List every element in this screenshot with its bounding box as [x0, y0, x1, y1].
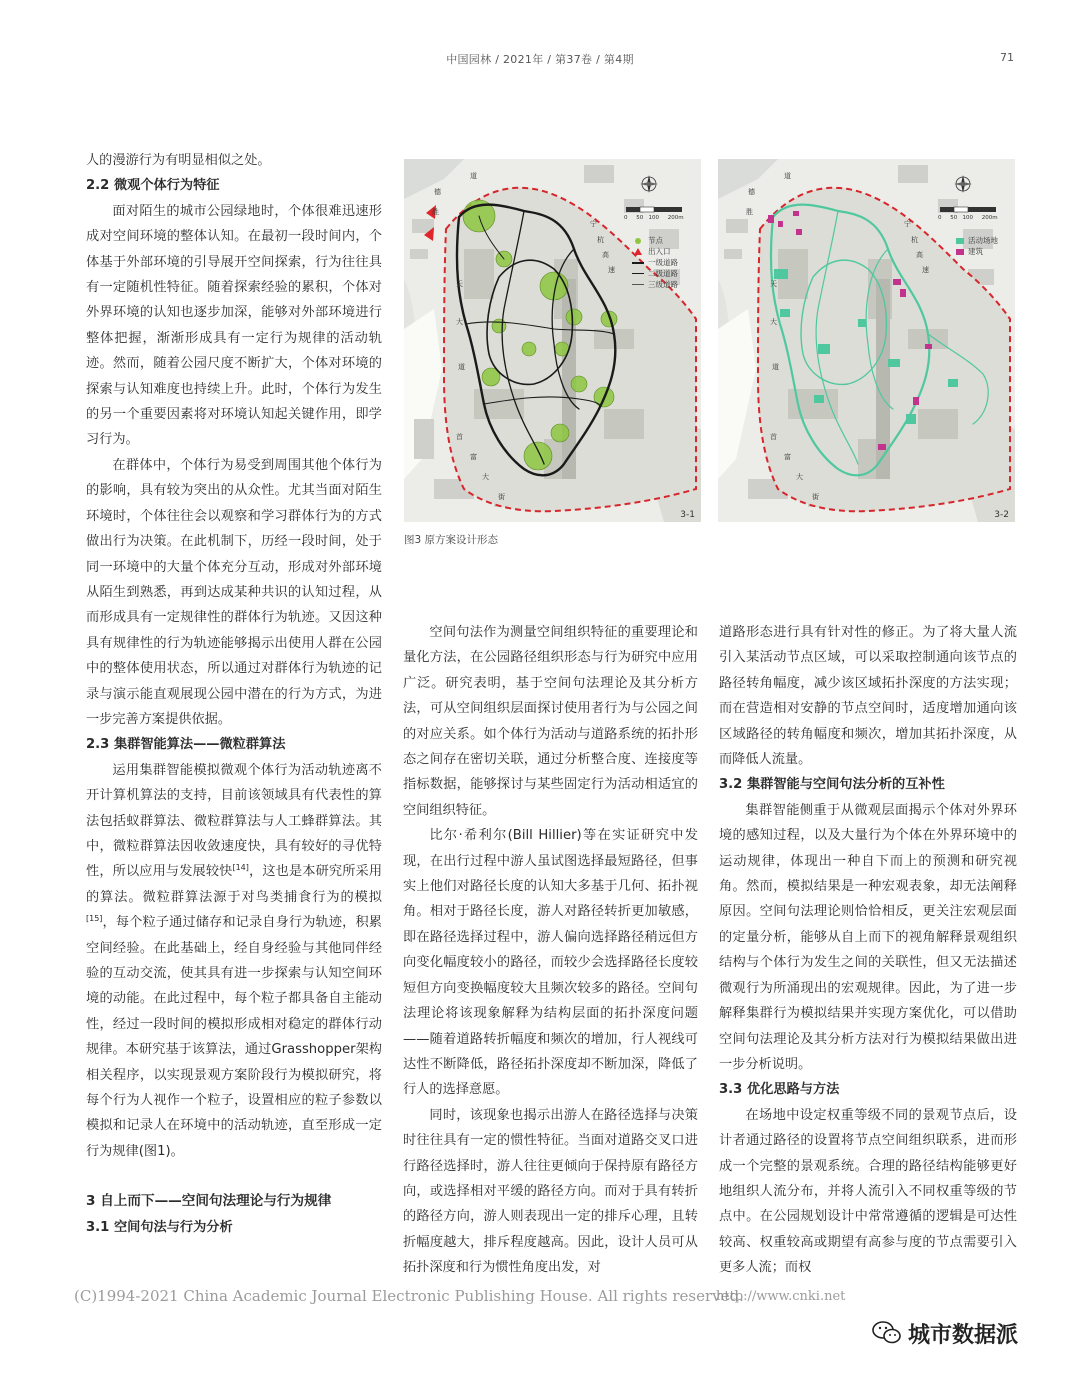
text-column-1 — [86, 148, 382, 1240]
road-char: 大 — [770, 318, 777, 326]
scale-bar — [940, 207, 996, 212]
compass-icon — [954, 175, 972, 193]
legend-label: 节点 — [648, 236, 663, 245]
road-char: 富 — [470, 453, 477, 461]
road-char: 首 — [770, 433, 777, 441]
legend-entrance — [632, 246, 678, 257]
legend-road-1 — [632, 257, 678, 268]
road-char: 杭 — [911, 236, 918, 244]
text-span: ，每个粒子通过储存和记录自身行为轨迹，积累空间经验。在此基础上，经自身经验与其他同伴经验的互动交流，使其具有进一步探索与认知空间环境的动能。在此过程中，每个粒子都具备自主能动性，经过一段时间的模拟形成相对稳定的群体行动规律。本研究基于该算法，通过Grasshopper架构相关程序，以实现景观方案阶段行为模拟研究，将每个行为人视作一个粒子，设置相应的粒子参数以模拟和记录人在环境中的活动轨迹，直至形成一定行为规律(图1)。 — [86, 915, 382, 1159]
scale-tick: 100 — [962, 215, 973, 221]
legend-label: 三级道路 — [648, 280, 678, 289]
paragraph: 道路形态进行具有针对性的修正。为了将大量人流引入某活动节点区域，可以采取控制通向该节点的路径转角幅度，减少该区域拓扑深度的方法实现；而在营造相对安静的节点空间时，适度增加通向该区域路径的转角幅度和频次，增加其拓扑深度，从而降低人流量。 — [719, 625, 1017, 768]
scale-bar — [626, 207, 682, 212]
road-char: 速 — [922, 266, 929, 274]
legend-label: 一级道路 — [648, 258, 678, 267]
road-char: 天 — [456, 280, 463, 288]
scale-ticks — [938, 215, 998, 221]
road-char: 道 — [772, 363, 779, 371]
legend-node — [632, 235, 678, 246]
road-char: 大 — [482, 473, 489, 481]
road-char: 胜 — [746, 208, 753, 216]
road-char: 道 — [470, 172, 477, 180]
road-char: 杭 — [597, 236, 604, 244]
scale-tick: 0 — [624, 215, 628, 221]
section-heading-2-2: 2.2 微观个体行为特征 — [86, 178, 220, 194]
scale-tick: 100 — [648, 215, 659, 221]
text-column-2 — [403, 620, 698, 1281]
scale-ticks — [624, 215, 684, 221]
site-plan-paths — [404, 159, 701, 522]
section-heading-2-3: 2.3 集群智能算法——微粒群算法 — [86, 737, 286, 753]
road-char: 富 — [784, 453, 791, 461]
site-plan-activity — [718, 159, 1015, 522]
section-heading-3-3: 3.3 优化思路与方法 — [719, 1082, 840, 1098]
paragraph: 在群体中，个体行为易受到周围其他个体行为的影响，具有较为突出的从众性。尤其当面对陌生环境时，个体往往会以观察和学习群体行为的方式做出行为决策。在此机制下，历经一段时间，处于同一环境中的大量个体充分互动，形成对外部环境从陌生到熟悉，再到达成某种共识的认知过程，从而形成具有一定规律性的群体行为轨迹。又因这种具有规律性的行为轨迹能够揭示出使用人群在公园中的整体使用状态，所以通过对群体行为轨迹的记录与演示能直观展现公园中潜在的行为方式，为进一步完善方案提供依据。 — [86, 457, 382, 727]
watermark-text: 城市数据派 — [908, 1322, 1019, 1348]
journal-info: 中国园林 / 2021年 / 第37卷 / 第4期 — [446, 53, 634, 66]
reference-14[interactable]: [14] — [232, 863, 249, 873]
scale-tick: 200m — [667, 215, 684, 221]
legend-label: 出入口 — [648, 247, 671, 256]
cnki-link[interactable]: http://www.cnki.net — [716, 1289, 846, 1304]
text-span: ，这也是本研究所采用的算法。微粒群算法源于对鸟类捕食行为的模拟 — [86, 864, 383, 905]
figure-panel-3-1 — [404, 159, 701, 522]
paragraph: 在场地中设定权重等级不同的景观节点后，设计者通过路径的设置将节点空间组织联系，进而形成一个完整的景观系统。合理的路径结构能够更好地组织人流分布，并将人流引入不同权重等级的节点中。在公园规划设计中常常遵循的逻辑是可达性较高、权重较高或期望有高参与度的节点需要引入更多人流；而权 — [719, 1107, 1017, 1276]
paragraph: 空间句法作为测量空间组织特征的重要理论和量化方法，在公园路径组织形态与行为研究中应用广泛。研究表明，基于空间句法理论及其分析方法，可从空间组织层面探讨使用者行为与公园之间的对应关系。如个体行为活动与道路系统的拓扑形态之间存在密切关联，通过分析整合度、连接度等指标数据，能够探讨与某些固定行为活动相适宜的空间组织特征。 — [403, 625, 698, 818]
paragraph — [86, 758, 382, 1165]
paragraph: 比尔·希利尔(Bill Hillier)等在实证研究中发现，在出行过程中游人虽试图选择最短路径，但事实上他们对路径长度的认知大多基于几何、拓扑视角。相对于路径长度，游人对路径转折更加敏感，即在路径选择过程中，游人偏向选择路径稍远但方向变化幅度较小的路径，而较少会选择路径长度较短但方向变换幅度较大且频次较多的路径。空间句法理论将该现象解释为结构层面的拓扑深度问题——随着道路转折幅度和频次的增加，行人视线可达性不断降低，路径拓扑深度却不断加深，降低了行人的选择意愿。 — [403, 828, 698, 1098]
road-char: 大 — [456, 318, 463, 326]
road-char: 速 — [608, 266, 615, 274]
road-char: 天 — [770, 280, 777, 288]
road-char: 德 — [748, 188, 755, 196]
watermark — [872, 1316, 1052, 1350]
scale-tick: 50 — [950, 215, 958, 221]
paragraph: 同时，该现象也揭示出游人在路径选择与决策时往往具有一定的惯性特征。当面对道路交叉口进行路径选择时，游人往往更倾向于保持原有路径方向，或选择相对平缓的路径方向。而对于具有转折的路径方向，游人则表现出一定的排斥心理，且转折幅度越大，排斥程度越高。因此，设计人员可从拓扑深度和行为惯性角度出发，对 — [403, 1107, 698, 1276]
legend-road-2 — [632, 268, 678, 279]
legend-panel-3-1 — [632, 235, 678, 290]
figure-panel-3-2 — [718, 159, 1015, 522]
legend-activity — [956, 235, 998, 246]
road-char: 街 — [812, 493, 819, 501]
paragraph: 面对陌生的城市公园绿地时，个体很难迅速形成对空间环境的整体认知。在最初一段时间内，个体基于外部环境的引导展开空间探索，行为往往具有一定随机性特征。随着探索经验的累积，个体对外界环境的认知也逐步加深，能够对外部环境进行整体把握，渐渐形成具有一定行为规律的活动轨迹。然而，随着公园尺度不断扩大，个体对环境的探索与认知难度也持续上升。此时，个体行为发生的另一个重要因素将对环境认知起关键作用，即学习行为。 — [86, 203, 382, 448]
section-heading-3-1: 3.1 空间句法与行为分析 — [86, 1219, 233, 1235]
compass-icon — [640, 175, 658, 193]
scale-tick: 0 — [938, 215, 942, 221]
section-heading-3: 3 自上而下——空间句法理论与行为规律 — [86, 1193, 332, 1210]
road-char: 宁 — [590, 220, 597, 228]
legend-building — [956, 246, 998, 257]
scale-tick: 200m — [981, 215, 998, 221]
panel-label: 3-1 — [680, 510, 695, 520]
figure-caption: 图3 原方案设计形态 — [404, 534, 499, 546]
paragraph: 人的漫游行为有明显相似之处。 — [86, 153, 271, 168]
scale-tick: 50 — [636, 215, 644, 221]
page-header — [0, 51, 1080, 67]
legend-road-3 — [632, 279, 678, 290]
road-char: 宁 — [904, 220, 911, 228]
road-char: 高 — [602, 251, 609, 259]
legend-panel-3-2 — [956, 235, 998, 257]
panel-label: 3-2 — [994, 510, 1009, 520]
road-char: 高 — [916, 251, 923, 259]
legend-label: 二级道路 — [648, 269, 678, 278]
wechat-icon — [872, 1320, 902, 1346]
copyright-notice: (C)1994-2021 China Academic Journal Electronic Publishing House. All rights reserved. — [74, 1287, 744, 1305]
road-char: 大 — [796, 473, 803, 481]
text-column-3 — [719, 620, 1017, 1281]
reference-15[interactable]: [15] — [86, 914, 103, 924]
road-char: 道 — [458, 363, 465, 371]
section-heading-3-2: 3.2 集群智能与空间句法分析的互补性 — [719, 777, 945, 793]
road-char: 胜 — [432, 208, 439, 216]
text-span: 运用集群智能模拟微观个体行为活动轨迹离不开计算机算法的支持，目前该领域具有代表性的算法包括蚁群算法、微粒群算法与人工蜂群算法。其中，微粒群算法因收敛速度快，具有较好的寻优特性，所以应用与发展较快 — [86, 762, 382, 880]
legend-label: 建筑 — [968, 247, 983, 256]
road-char: 首 — [456, 433, 463, 441]
legend-label: 活动场地 — [968, 236, 998, 245]
paragraph: 集群智能侧重于从微观层面揭示个体对外界环境的感知过程，以及大量行为个体在外界环境中的运动规律，体现出一种自下而上的预测和研究视角。然而，模拟结果是一种宏观表象，却无法阐释原因。空间句法理论则恰恰相反，更关注宏观层面的定量分析，能够从自上而下的视角解释景观组织结构与个体行为发生之间的关联性，但又无法描述微观行为所涌现出的宏观规律。因此，为了进一步解释集群行为模拟结果并实现方案优化，可以借助空间句法理论及其分析方法对行为模拟结果做出进一步分析说明。 — [719, 802, 1017, 1072]
road-char: 街 — [498, 493, 505, 501]
page-number: 71 — [1000, 51, 1014, 64]
road-char: 道 — [784, 172, 791, 180]
road-char: 德 — [434, 188, 441, 196]
